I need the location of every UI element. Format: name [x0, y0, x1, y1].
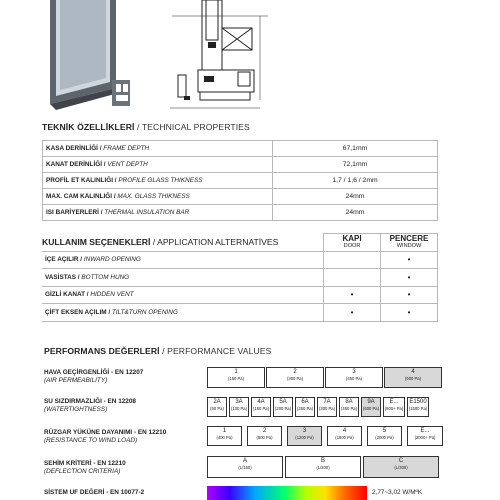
deflection-class-a: A (L/150)	[207, 456, 283, 478]
deflection-class-b: B (L/200)	[285, 456, 361, 478]
wind-class-2: 2 (800 Pa)	[247, 426, 282, 446]
door-column-header: KAPI DOOR	[324, 234, 381, 252]
air-class-1: 1 (150 Pa)	[207, 367, 265, 388]
water-class-7a: 7A (300 Pa)	[317, 397, 337, 417]
wind-load-classes	[207, 426, 443, 446]
uf-value: 2,77~3,02 W/MºK	[372, 489, 423, 496]
water-class-4a: 4A (150 Pa)	[251, 397, 271, 417]
air-class-2: 2 (300 Pa)	[266, 367, 324, 388]
watertightness-classes	[207, 397, 429, 417]
deflection-class-c: C (L/300)	[363, 456, 439, 478]
wind-class-1: 1 (400 Pa)	[207, 426, 242, 446]
air-permeability-label: HAVA GEÇİRGENLİĞİ - EN 12207 (AIR PERMEABILITY)	[44, 369, 144, 384]
water-class-5a: 5A (200 Pa)	[273, 397, 293, 417]
wind-class-5: 5 (2000 Pa)	[367, 426, 402, 446]
water-class-e: E... (600+ Pa)	[383, 397, 405, 417]
technical-properties-table	[42, 140, 438, 221]
deflection-criteria-label: SEHİM KRİTERİ - EN 12210 (DEFLECTION CRITERIA)	[44, 460, 126, 475]
table-row: PROFİL ET KALINLIĞI / PROFILE GLASS THIKNESS 1,7 / 1,6 / 2mm	[43, 173, 438, 189]
table-row: KANAT DERİNLİĞİ / VENT DEPTH 72,1mm	[43, 157, 438, 173]
watertightness-label: SU SIZDIRMAZLIĞI - EN 12208 (WATERTIGHTNESS)	[44, 398, 136, 413]
water-class-9a: 9A (600 Pa)	[361, 397, 381, 417]
water-class-3a: 3A (100 Pa)	[229, 397, 249, 417]
wind-class-4: 4 (1600 Pa)	[327, 426, 362, 446]
wind-class-3: 3 (1200 Pa)	[287, 426, 322, 446]
table-row: GİZLİ KANAT / HIDDEN VENT • •	[42, 286, 438, 304]
table-row: ÇİFT EKSEN AÇILIM / TILT&TURN OPENING • •	[42, 304, 438, 322]
water-class-2a: 2A (50 Pa)	[207, 397, 227, 417]
application-alternatives-table	[42, 233, 438, 322]
performance-values-title: PERFORMANS DEĞERLERİ / PERFORMANCE VALUES	[44, 346, 272, 356]
window-column-header: PENCERE WINDOW	[381, 234, 438, 252]
table-row: ISI BARİYERLERİ / THERMAL INSULATION BAR 24mm	[43, 205, 438, 221]
wind-class-e: E... (2000+ Pa)	[407, 426, 443, 446]
table-header-row	[42, 234, 438, 252]
table-row: İÇE AÇILIR / INWARD OPENING •	[42, 251, 438, 269]
system-uf-label: SİSTEM UF DEĞERİ - EN 10077-2	[44, 489, 145, 496]
air-permeability-classes	[207, 367, 442, 388]
water-class-e1500: E1500 (1500 Pa)	[407, 397, 429, 417]
table-row: VASİSTAS / BOTTOM HUNG •	[42, 269, 438, 287]
table-row: MAX. CAM KALINLIĞI / MAX. GLASS THIKNESS 24mm	[43, 189, 438, 205]
water-class-8a: 8A (450 Pa)	[339, 397, 359, 417]
window-profile-render	[30, 0, 150, 110]
application-alternatives-title: KULLANIM SEÇENEKLERİ / APPLICATION ALTERNATİVES	[42, 234, 324, 252]
technical-properties-title: TEKNİK ÖZELLİKLERİ / TECHNICAL PROPERTIES	[42, 122, 250, 132]
air-class-3: 3 (450 Pa)	[325, 367, 383, 388]
water-class-6a: 6A (250 Pa)	[295, 397, 315, 417]
table-row: KASA DERİNLİĞİ / FRAME DEPTH 67,1mm	[43, 141, 438, 157]
uf-color-scale	[207, 486, 367, 500]
wind-load-label: RÜZGAR YÜKÜNE DAYANIMI - EN 12210 (RESISTANCE TO WIND LOAD)	[44, 429, 167, 444]
air-class-4: 4 (600 Pa)	[384, 367, 442, 388]
deflection-classes	[207, 456, 439, 478]
section-technical-drawing	[160, 0, 280, 112]
